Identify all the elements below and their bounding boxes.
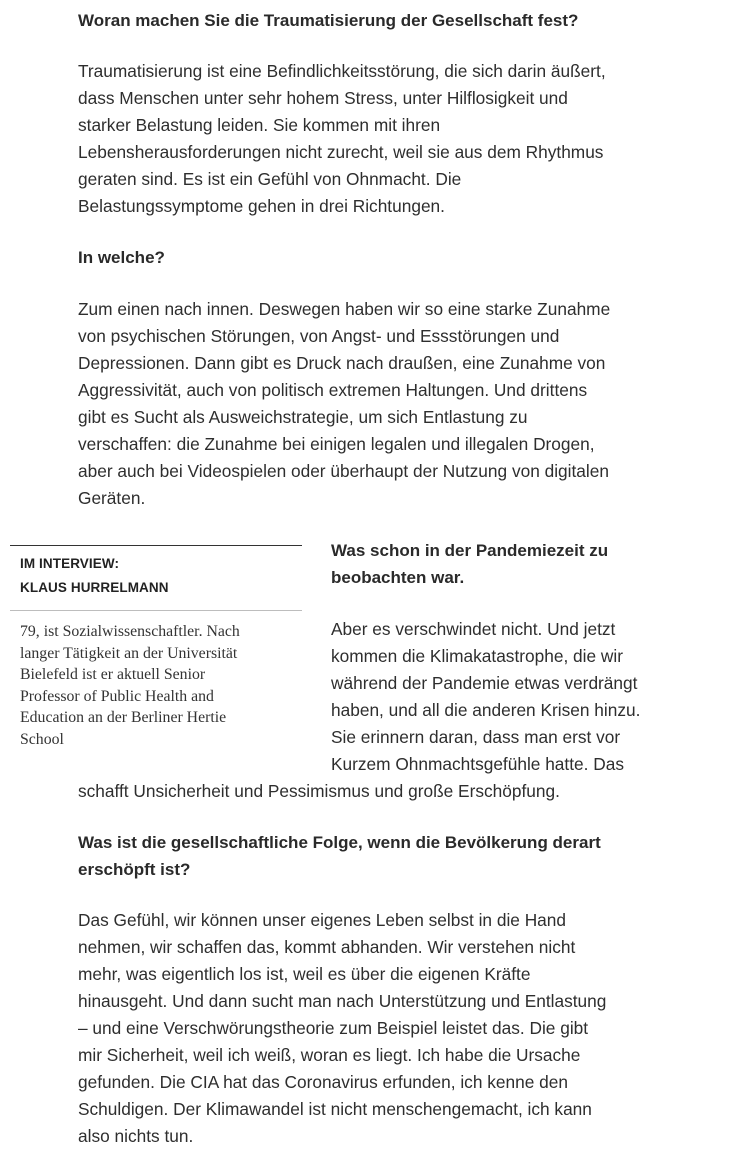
question-3: Was schon in der Pandemiezeit zu beobachten war. bbox=[331, 541, 609, 587]
question-1: Woran machen Sie die Traumatisierung der Gesellschaft fest? bbox=[78, 11, 579, 30]
question-4: Was ist die gesellschaftliche Folge, wenn die Bevölkerung derart erschöpft ist? bbox=[78, 833, 601, 879]
infobox-top-rule bbox=[10, 545, 302, 546]
infobox-kicker: IM INTERVIEW: KLAUS HURRELMANN bbox=[20, 556, 169, 595]
answer-1: Traumatisierung ist eine Befindlichkeitsstörung, die sich darin äußert, dass Menschen unter sehr hohem Stress, unter Hilflosigkeit und starker Belastung leiden. Sie kommen mit ihren Lebensherausforderungen nicht zurecht, weil sie aus dem Rhythmus geraten sind. Es ist ein Gefühl von Ohnmacht. Die Belastungssymptome gehen in drei Richtungen. bbox=[78, 61, 606, 216]
answer-3-column: Aber es verschwindet nicht. Und jetzt kommen die Klimakatastrophe, die wir während der Pandemie etwas verdrängt haben, und all die anderen Krisen hinzu. Sie erinnern daran, dass man erst vor Kurzem Ohnmachtsgefühle hatte. Das bbox=[331, 619, 641, 774]
answer-4: Das Gefühl, wir können unser eigenes Leben selbst in die Hand nehmen, wir schaffen das, kommt abhanden. Wir verstehen nicht mehr, was eigentlich los ist, weil es über die eigenen Kräfte hinausgeht. Und dann sucht man nach Unterstützung und Entlastung – und eine Verschwörungstheorie zum Beispiel leistet das. Die gibt mir Sicherheit, weil ich weiß, woran es liegt. Ich habe die Ursache gefunden. Die CIA hat das Coronavirus erfunden, ich kenne den Schuldigen. Der Klimawandel ist nicht menschengemacht, ich kann also nichts tun. bbox=[78, 910, 607, 1146]
question-2: In welche? bbox=[78, 248, 165, 267]
infobox-divider bbox=[10, 610, 302, 611]
infobox-bio: 79, ist Sozialwissenschaftler. Nach langer Tätigkeit an der Universität Bielefeld ist er aktuell Senior Professor of Public Health and Education an der Berliner Hertie School bbox=[20, 623, 240, 748]
answer-2: Zum einen nach innen. Deswegen haben wir so eine starke Zunahme von psychischen Störungen, von Angst- und Essstörungen und Depressionen. Dann gibt es Druck nach draußen, eine Zunahme von Aggressivität, auch von politisch extremen Haltungen. Und drittens gibt es Sucht als Ausweichstrategie, um sich Entlastung zu verschaffen: die Zunahme bei einigen legalen und illegalen Drogen, aber auch bei Videospielen oder überhaupt der Nutzung von digitalen Geräten. bbox=[78, 299, 611, 508]
answer-3-continuation: schafft Unsicherheit und Pessimismus und große Erschöpfung. bbox=[78, 781, 560, 801]
interview-infobox bbox=[10, 545, 302, 750]
